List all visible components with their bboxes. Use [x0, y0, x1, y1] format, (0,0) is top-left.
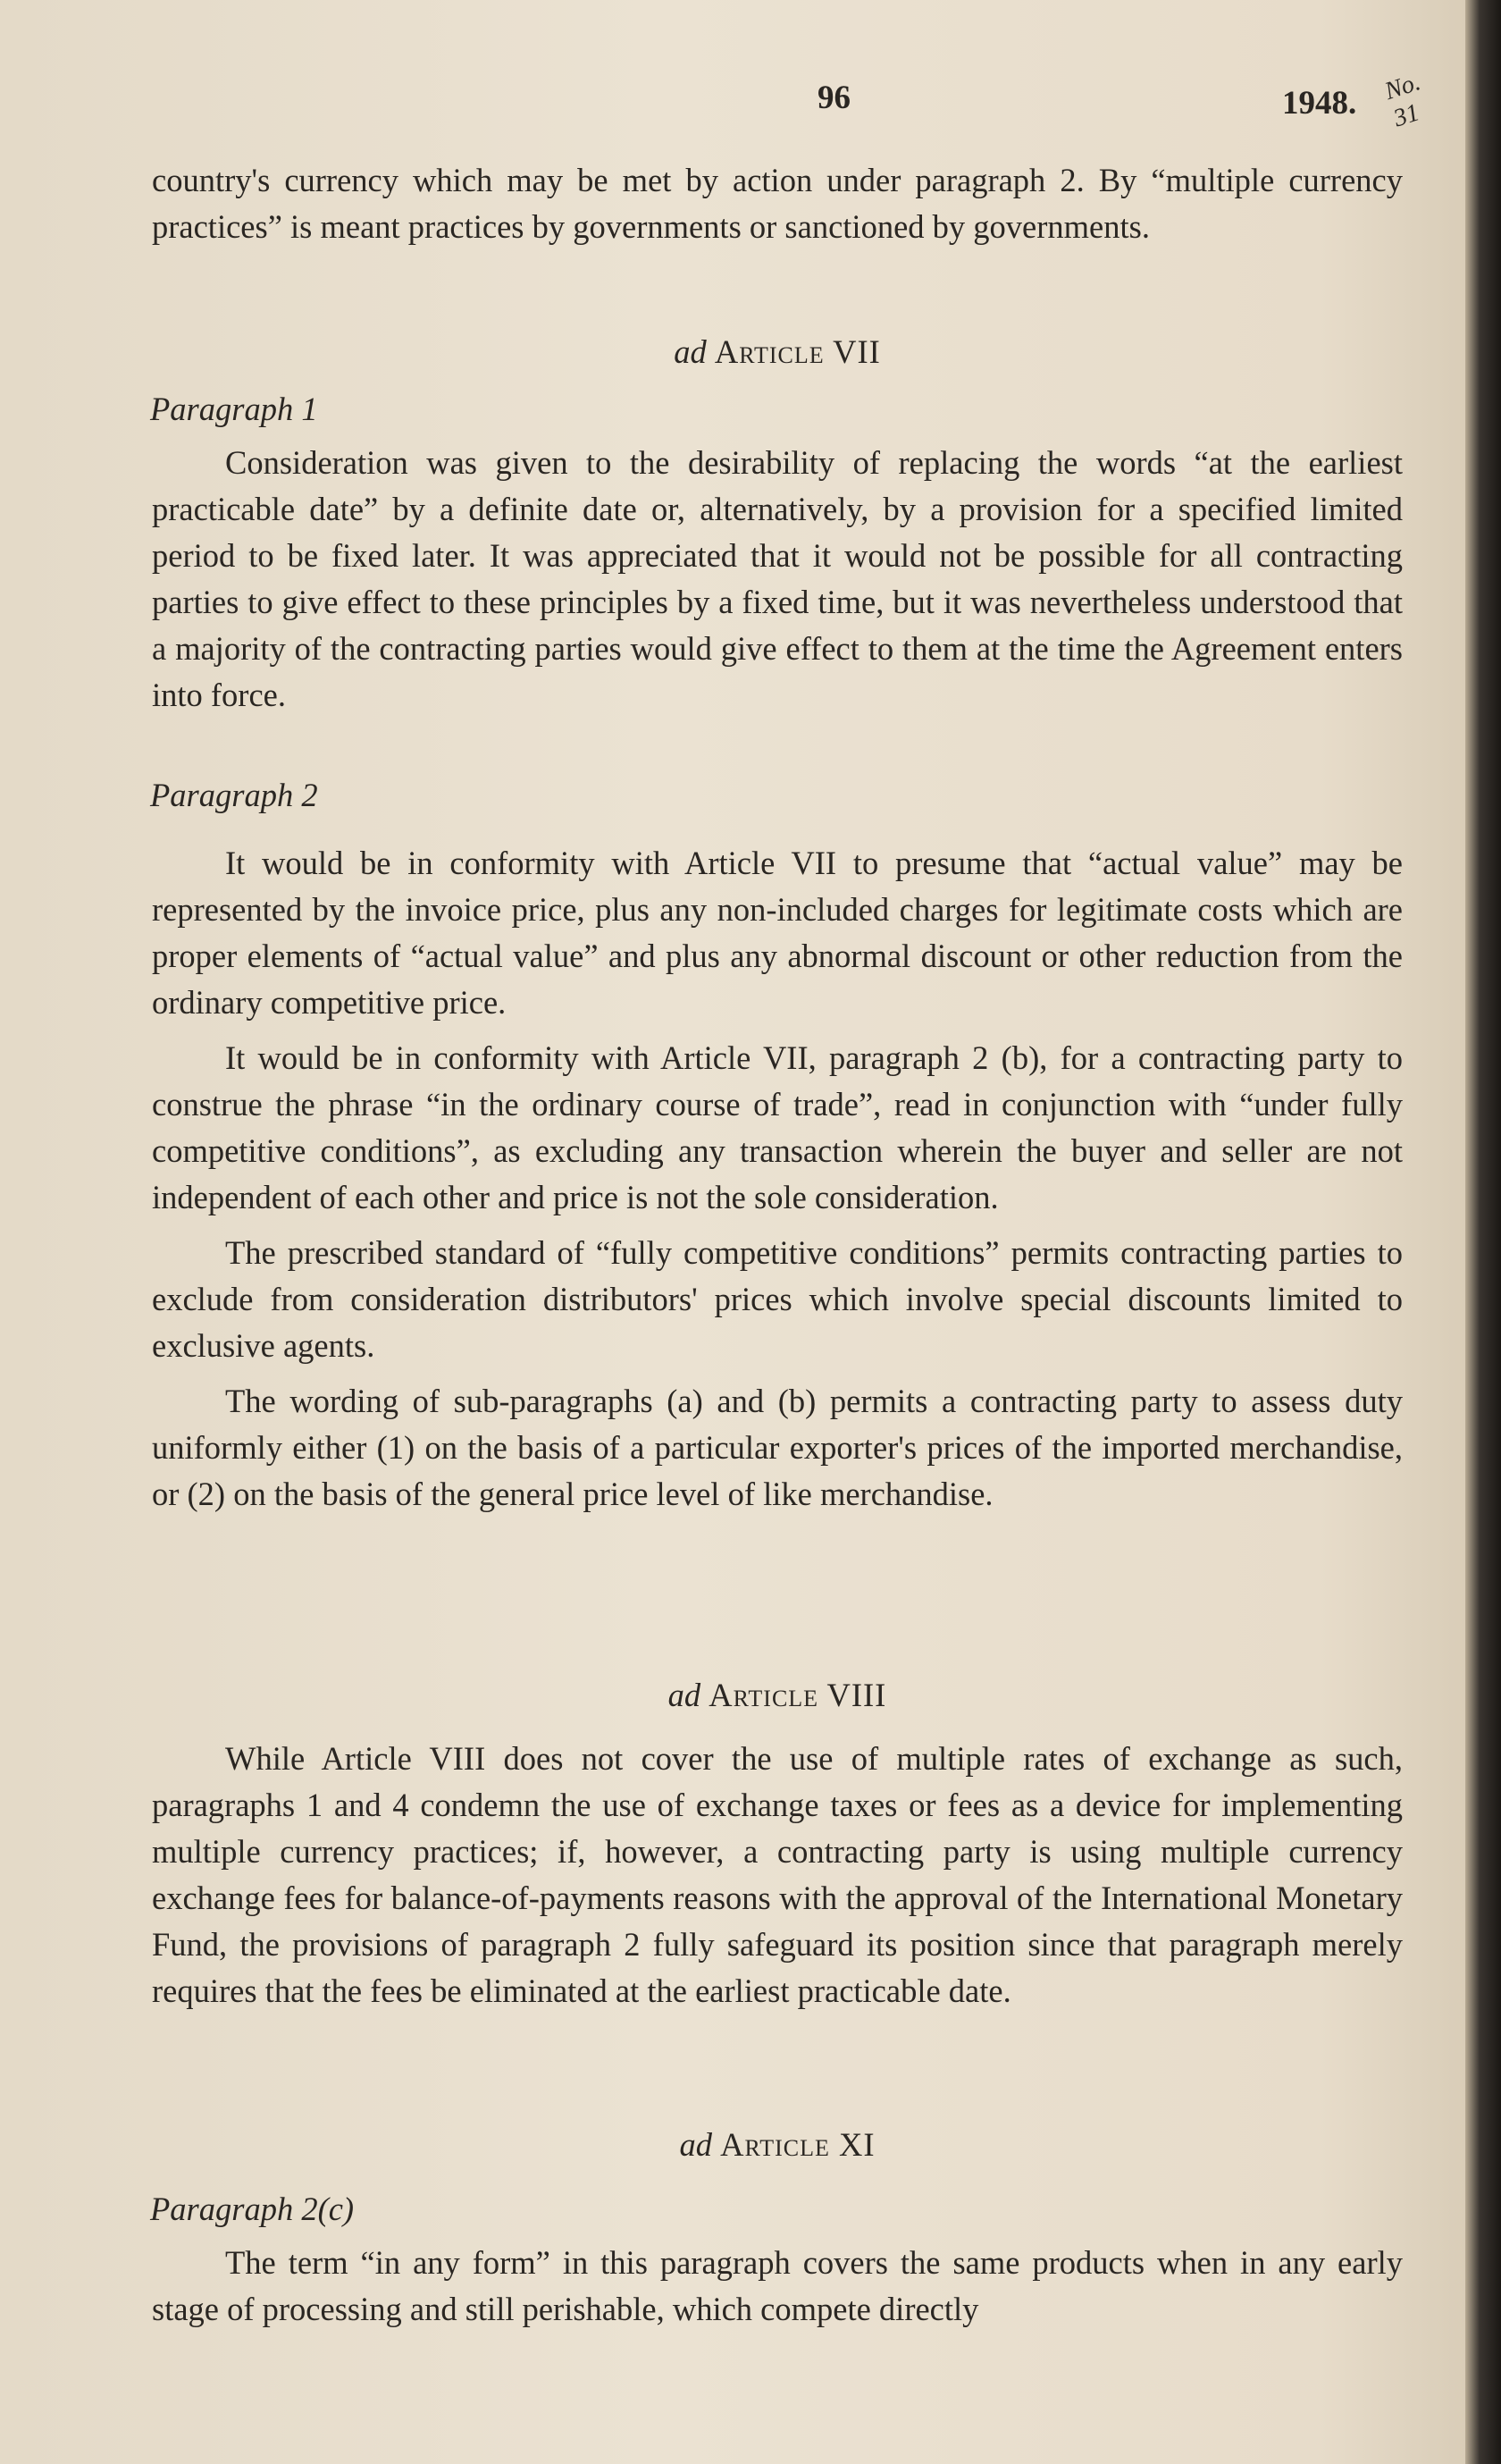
- article-11-text: [152, 2240, 1403, 2333]
- paragraph-text: It would be in conformity with Article VII, paragraph 2 (b), for a contracting party to construe the phrase “in the ordinary course of trade”, read in conjunction with “under fully competitive conditions”, as excluding any transaction wherein the buyer and seller are not independent of each other and price is not the sole consideration.: [152, 1039, 1403, 1215]
- doc-number: No. 31: [1381, 68, 1424, 133]
- paragraph-text: Consideration was given to the desirability of replacing the words “at the earliest practicable date” by a definite date or, alternatively, by a provision for a specified limited period to be fixed later. It was appreciated that it would not be possible for all contracting parties to give effect to these principles by a fixed time, but it was nevertheless understood that a majority of the contracting parties would give effect to them at the time the Agreement enters into force.: [152, 444, 1403, 713]
- article-7-para-2: [152, 840, 1403, 1518]
- paragraph-text: While Article VIII does not cover the use of multiple rates of exchange as such, paragraphs 1 and 4 condemn the use of exchange taxes or fees as a device for implementing multiple currency practices; if, however, a contracting party is using multiple currency exchange fees for balance-of-payments reasons with the approval of the International Monetary Fund, the provisions of paragraph 2 fully safeguard its position since that paragraph merely requires that the fees be eliminated at the earliest practicable date.: [152, 1740, 1403, 2009]
- paragraph-text: The term “in any form” in this paragraph covers the same products when in any early stage of processing and still perishable, which compete directly: [152, 2244, 1403, 2327]
- intro-text: country's currency which may be met by action under paragraph 2. By “multiple currency practices” is meant practices by governments or sanctioned by governments.: [152, 162, 1403, 245]
- book-spine: [1465, 0, 1501, 2464]
- article-7-para-1: [152, 440, 1403, 719]
- article-7-para-1-label: Paragraph 1: [150, 391, 318, 427]
- paragraph-text: The prescribed standard of “fully competitive conditions” permits contracting parties to exclude from consideration distributors' prices which involve special discounts limited to exclusive agents.: [152, 1234, 1403, 1364]
- intro-paragraph: [152, 157, 1403, 250]
- article-8-heading: [152, 1676, 1403, 1714]
- article-title: Article XI: [720, 2126, 876, 2163]
- article-7-para-2-label: Paragraph 2: [150, 777, 318, 813]
- paragraph-text: The wording of sub-paragraphs (a) and (b) permits a contracting party to assess duty uniformly either (1) on the basis of a particular exporter's prices of the imported merchandise, or (2) on the basis of the general price level of like merchandise.: [152, 1383, 1403, 1512]
- year-label: 1948.: [1282, 85, 1357, 122]
- article-title: Article VIII: [709, 1677, 887, 1713]
- article-prefix: ad: [667, 1677, 701, 1713]
- page-number: 96: [818, 80, 851, 116]
- article-prefix: ad: [679, 2126, 712, 2163]
- article-11-para-label: Paragraph 2(c): [150, 2191, 355, 2227]
- article-7-heading: [152, 332, 1403, 371]
- article-title: Article VII: [714, 333, 881, 370]
- paragraph-text: It would be in conformity with Article VII to presume that “actual value” may be represented by the invoice price, plus any non-included charges for legitimate costs which are proper elements of “actual value” and plus any abnormal discount or other reduction from the ordinary competitive price.: [152, 845, 1403, 1021]
- article-prefix: ad: [674, 333, 707, 370]
- article-11-heading: [152, 2125, 1403, 2164]
- page-header: [0, 68, 1430, 133]
- article-8-text: [152, 1736, 1403, 2014]
